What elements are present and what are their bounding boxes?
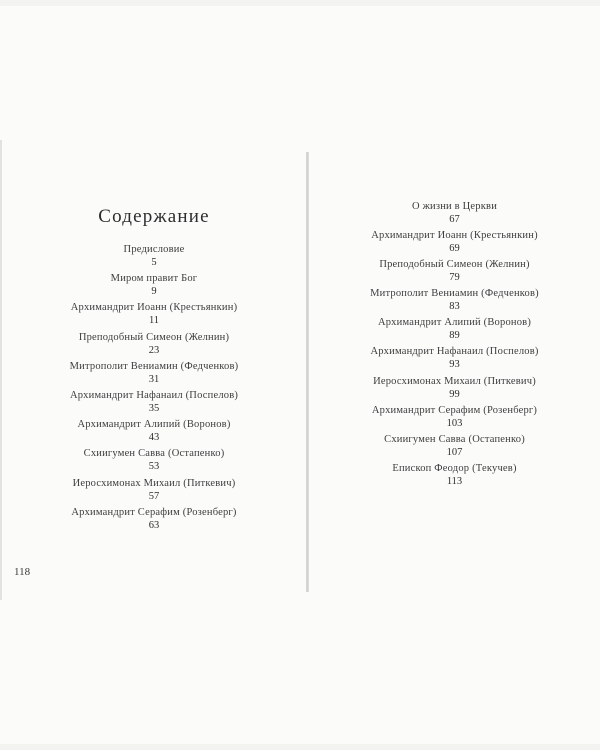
toc-entry[interactable] <box>309 200 600 229</box>
toc-entry-title: Схиигумен Савва (Остапенко) <box>384 433 525 445</box>
toc-entry-title: Архимандрит Нафанаил (Поспелов) <box>370 346 539 358</box>
toc-entry[interactable] <box>0 272 308 301</box>
toc-entry[interactable] <box>309 433 600 462</box>
toc-entry[interactable] <box>309 287 600 316</box>
toc-entry-title: Митрополит Вениамин (Федченков) <box>69 360 239 372</box>
toc-entry-page: 83 <box>449 301 460 313</box>
toc-entry-title: Иеросхимонах Михаил (Питкевич) <box>72 477 236 489</box>
toc-entry-page: 107 <box>446 446 463 458</box>
toc-entry-title: Архимандрит Серафим (Розенберг) <box>71 506 237 518</box>
toc-entry[interactable] <box>0 331 308 360</box>
toc-list-right <box>309 200 600 491</box>
toc-entry[interactable] <box>0 301 308 330</box>
toc-entry-page: 67 <box>449 214 460 225</box>
toc-entry-page: 31 <box>148 373 160 385</box>
page-number: 118 <box>14 566 31 578</box>
toc-list-left <box>0 243 308 535</box>
toc-entry[interactable] <box>309 404 600 433</box>
toc-entry-page: 23 <box>148 344 160 356</box>
toc-entry-title: Архимандрит Нафанаил (Поспелов) <box>69 389 239 401</box>
toc-entry-page: 93 <box>449 359 460 371</box>
toc-entry-page: 11 <box>148 315 160 327</box>
toc-entry[interactable] <box>0 506 308 535</box>
toc-entry-title: Предисловие <box>123 244 185 255</box>
toc-entry[interactable] <box>0 243 308 272</box>
toc-entry-title: Иеросхимонах Михаил (Питкевич) <box>373 375 536 387</box>
toc-entry-page: 63 <box>148 519 160 531</box>
toc-entry-page: 9 <box>151 286 157 298</box>
toc-entry-page: 57 <box>148 490 160 502</box>
toc-entry-title: Архимандрит Алипий (Воронов) <box>77 419 231 431</box>
toc-entry[interactable] <box>0 360 308 389</box>
toc-entry-page: 35 <box>148 402 160 414</box>
toc-entry[interactable] <box>309 462 600 491</box>
toc-entry-title: О жизни в Церкви <box>411 201 498 212</box>
toc-entry[interactable] <box>309 375 600 404</box>
toc-entry[interactable] <box>309 316 600 345</box>
toc-entry[interactable] <box>0 447 308 476</box>
toc-entry[interactable] <box>309 345 600 374</box>
toc-entry-title: Схиигумен Савва (Остапенко) <box>83 448 225 460</box>
toc-entry-page: 79 <box>449 272 460 284</box>
toc-entry-page: 69 <box>449 243 460 255</box>
toc-entry-page: 43 <box>148 432 160 444</box>
toc-entry-title: Преподобный Симеон (Желнин) <box>379 259 530 271</box>
toc-entry[interactable] <box>0 477 308 506</box>
toc-entry-title: Архимандрит Иоанн (Крестьянкин) <box>70 302 238 314</box>
toc-entry-title: Епископ Феодор (Текучев) <box>392 462 517 474</box>
toc-entry-page: 53 <box>148 461 160 473</box>
toc-entry-title: Архимандрит Алипий (Воронов) <box>377 317 532 329</box>
right-page <box>309 0 600 750</box>
toc-entry-page: 113 <box>446 475 463 487</box>
toc-entry-title: Архимандрит Серафим (Розенберг) <box>371 404 538 416</box>
toc-entry-page: 99 <box>449 388 460 400</box>
toc-entry[interactable] <box>0 389 308 418</box>
toc-entry-page: 5 <box>151 257 157 268</box>
toc-entry-title: Преподобный Симеон (Желнин) <box>78 331 230 343</box>
toc-entry[interactable] <box>309 229 600 258</box>
toc-entry[interactable] <box>0 418 308 447</box>
toc-entry-page: 89 <box>449 330 460 342</box>
toc-entry[interactable] <box>309 258 600 287</box>
toc-entry-title: Митрополит Вениамин (Федченков) <box>370 288 539 300</box>
toc-entry-title: Архимандрит Иоанн (Крестьянкин) <box>371 230 538 242</box>
toc-entry-title: Миром правит Бог <box>110 273 198 285</box>
toc-entry-page: 103 <box>446 417 463 429</box>
toc-heading: Содержание <box>98 206 210 227</box>
